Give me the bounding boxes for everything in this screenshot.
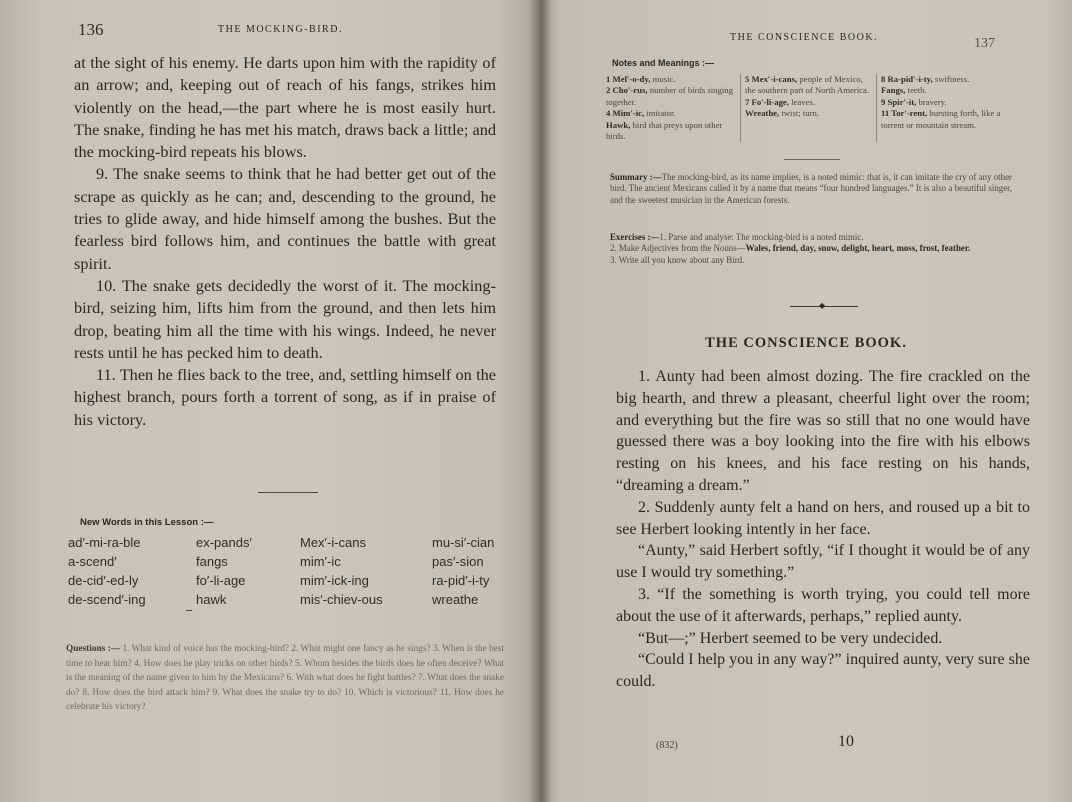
word: mu-si′-cian	[432, 535, 495, 550]
note-item: 4 Mim′-ic, imitator.	[606, 108, 676, 119]
note-item: 5 Mex′-i-cans, people of Mexico, the southern part of North America.	[745, 74, 869, 96]
book-gutter	[528, 0, 552, 802]
word: fangs	[196, 554, 228, 569]
chapter-body	[616, 366, 1030, 693]
new-words-list	[68, 534, 540, 609]
lesson-body	[74, 52, 496, 431]
exercise-3: 3. Write all you know about any Bird.	[610, 254, 745, 265]
word: Mex′-i-cans	[300, 535, 367, 550]
exercise-2: 2. Make Adjectives from the Nouns—Wales, friend, day, snow, delight, heart, moss, frost, feather.	[610, 243, 971, 254]
notes-and-meanings	[602, 74, 1008, 142]
notes-divider	[784, 159, 840, 160]
note-item: Wreathe, twist; turn.	[745, 108, 820, 119]
paragraph: “Could I help you in any way?” inquired aunty, very sure she could.	[616, 651, 1030, 691]
summary-label: Summary :—	[610, 172, 662, 182]
word: mis′-chiev-ous	[300, 592, 383, 607]
note-item: 8 Ra-pid′-i-ty, swiftness.	[881, 74, 970, 84]
paragraph: 1. Aunty had been almost dozing. The fire crackled on the big hearth, and threw a pleasant, cheerful light over the room; and everything but the fire was so still that no one would have guessed there was a boy looking into the fire with his elbows resting on his knees, and his face resting on his hands, “dreaming a dream.”	[616, 368, 1030, 494]
short-divider	[186, 610, 192, 611]
word: de-scend′-ing	[68, 592, 146, 607]
paragraph: 9. The snake seems to think that he had better get out of the scrape as quickly as he can; and, descending to the ground, he tries to glide away, and hide himself among the bushes. But the fearless bird follows him, and continues the battle with great spirit.	[74, 164, 496, 273]
notes-column	[602, 74, 740, 142]
exercises-label: Exercises :—	[610, 232, 660, 242]
questions-text: 1. What kind of voice has the mocking-bird? 2. What might one fancy as he sings? 3. When is the best time to hear him? 4. How does he play tricks on other birds? 5. Whom besides the birds does he often deceive? What is the meaning of the name given to him by the Mexicans? 6. With what does he fight battles? 7. What does the snake do? 8. How does the bird attack him? 9. What does the snake try to do? 10. Which is victorious? 11. How does he celebrate his victory?	[66, 644, 504, 713]
word: ra-pid′-i-ty	[432, 573, 490, 588]
paragraph: 3. “If the something is worth trying, you could tell more about the use of it afterwards, perhaps,” replied aunty.	[616, 585, 1030, 625]
word: de-cid′-ed-ly	[68, 573, 139, 588]
new-words-heading: New Words in this Lesson :—	[80, 517, 214, 528]
note-item: 2 Cho′-rus, number of birds singing together.	[606, 85, 733, 107]
paragraph: “But—;” Herbert seemed to be very undecided.	[638, 629, 943, 647]
word: a-scend′	[68, 554, 117, 569]
ornament-divider	[790, 306, 858, 307]
word: mim′-ick-ing	[300, 573, 369, 588]
notes-column	[740, 74, 876, 142]
paragraph: “Aunty,” said Herbert softly, “if I thought it would be of any use I would try something.”	[616, 542, 1030, 582]
note-item: 9 Spir′-it, bravery.	[881, 96, 947, 107]
note-item: 1 Mel′-o-dy, music.	[606, 74, 676, 84]
footer-number: 10	[838, 733, 854, 750]
summary-text: The mocking-bird, as its name implies, is a noted mimic: that is, it can imitate the cry of any other bird. The ancient Mexicans called it by a name that means “four hundred languages.” It is also a beautiful singer, and the sweetest musician in the American forests.	[610, 172, 1012, 205]
summary-block	[610, 172, 1012, 206]
word: hawk	[196, 592, 227, 607]
running-head: THE MOCKING-BIRD.	[218, 24, 343, 35]
exercises-block	[610, 232, 1012, 266]
right-page	[540, 0, 1072, 802]
note-item: 7 Fo′-li-age, leaves.	[745, 96, 816, 107]
notes-heading: Notes and Meanings :—	[612, 58, 715, 68]
questions-block	[66, 642, 504, 715]
page-number: 136	[78, 20, 104, 39]
exercise-1: Exercises :—1. Parse and analyse: The mocking-bird is a noted mimic.	[610, 232, 864, 242]
word: mim′-ic	[300, 554, 341, 569]
paragraph: at the sight of his enemy. He darts upon him with the rapidity of an arrow; and, keeping out of reach of his fangs, strikes him violently on the head,—the part where he is most easily hurt. The snake, finding he has met his match, draws back a little; and the mocking-bird repeats his blows.	[74, 53, 496, 162]
paragraph: 11. Then he flies back to the tree, and, settling himself on the highest branch, pours forth a torrent of song, as if in praise of his victory.	[74, 365, 496, 429]
questions-label: Questions :—	[66, 644, 121, 654]
section-divider	[258, 492, 318, 493]
running-head: THE CONSCIENCE BOOK.	[730, 32, 879, 43]
note-item: Hawk, bird that preys upon other birds.	[606, 119, 723, 142]
notes-column	[876, 74, 1008, 142]
printer-signature: (832)	[656, 740, 678, 751]
word: ex-pands′	[196, 535, 252, 550]
paragraph: 10. The snake gets decidedly the worst of it. The mocking-bird, seizing him, lifts him from the ground, and then lets him drop, beating him all the time with his wings. Indeed, he never rests until he has pecked him to death.	[74, 275, 496, 362]
chapter-title: THE CONSCIENCE BOOK.	[705, 335, 907, 351]
word: fo′-li-age	[196, 573, 246, 588]
page-number: 137	[974, 36, 995, 51]
note-item: 11 Tor′-rent, bursting forth, like a torrent or mountain stream.	[881, 108, 1001, 130]
note-item: Fangs, teeth.	[881, 85, 927, 96]
word: ad′-mi-ra-ble	[68, 535, 141, 550]
word: pas′-sion	[432, 554, 484, 569]
word: wreathe	[432, 592, 479, 607]
paragraph: 2. Suddenly aunty felt a hand on hers, and roused up a bit to see Herbert looking intently in her face.	[616, 498, 1030, 538]
